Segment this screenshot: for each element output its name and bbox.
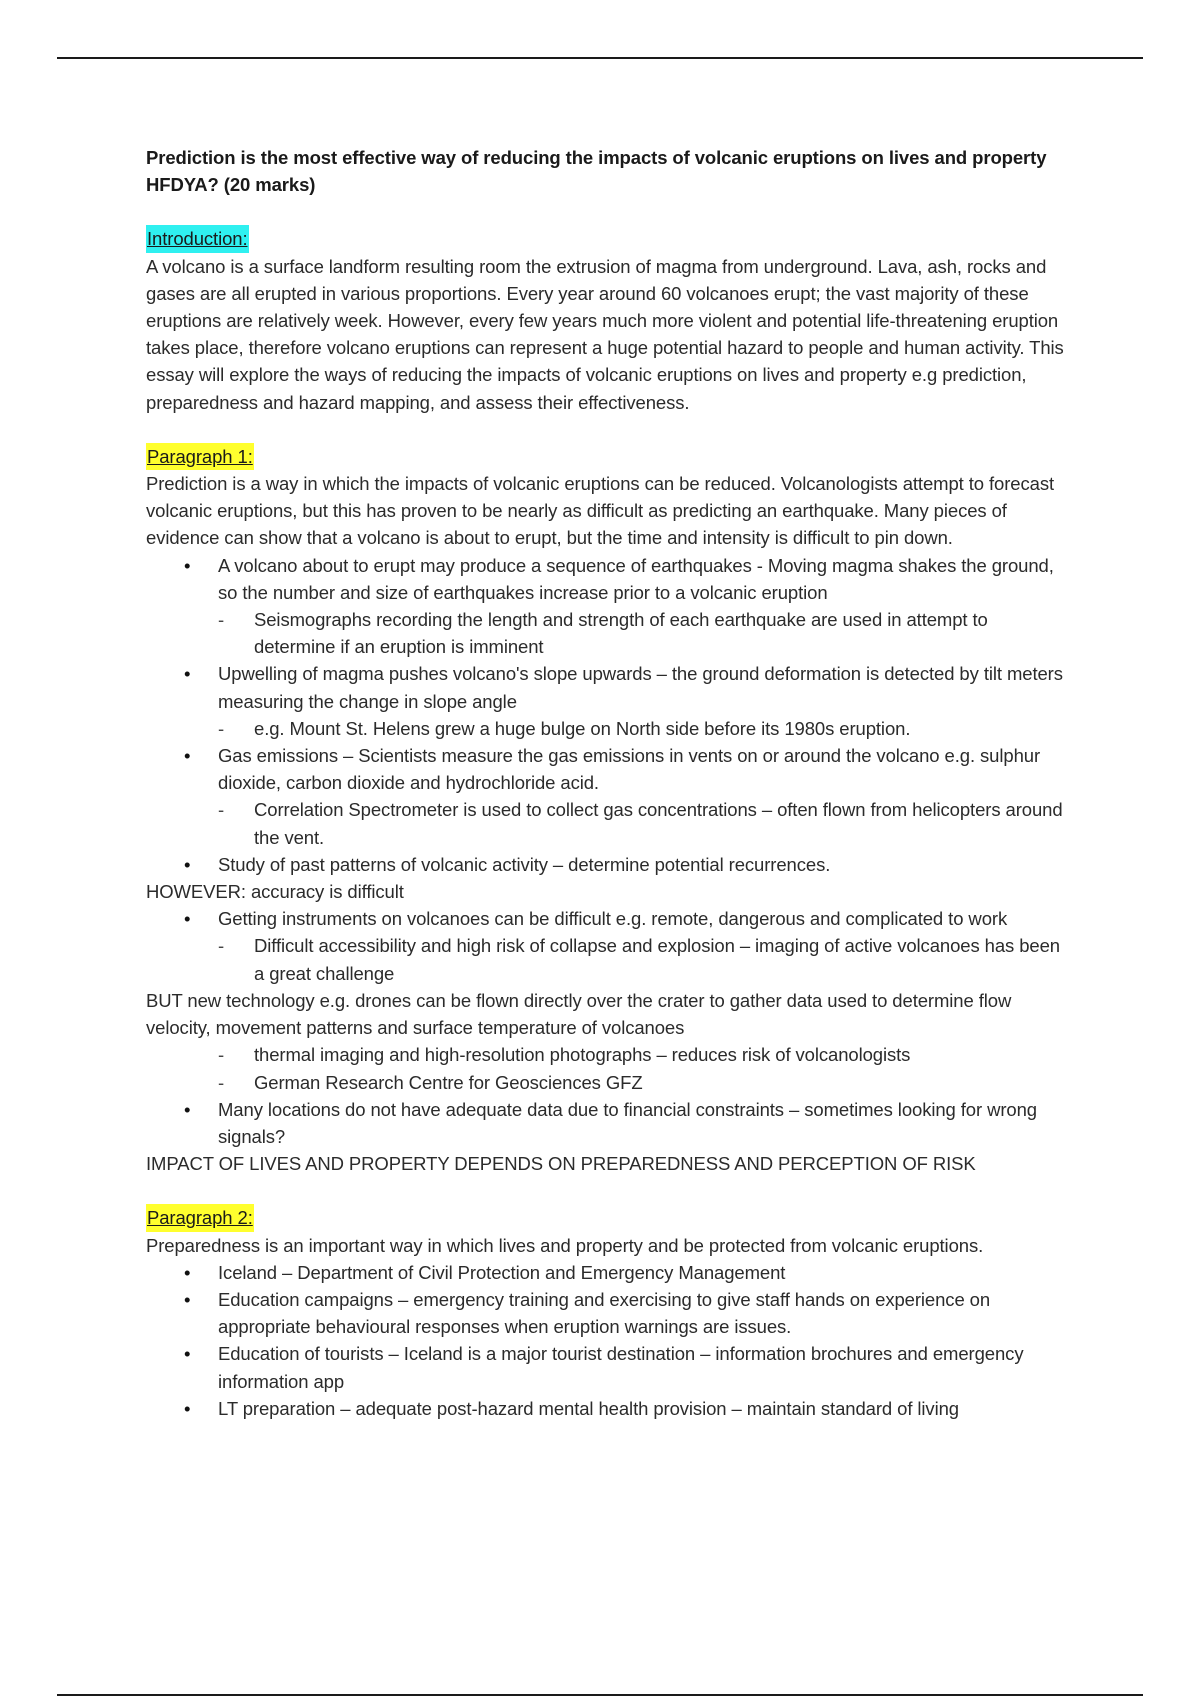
header-rule [57,57,1143,59]
paragraph-1-text: Prediction is a way in which the impacts of volcanic eruptions can be reduced. Volcanologists attempt to forecast volcanic eruptions, but this has proven to be nearly as difficult as predicting an earthquake. Many pieces of evidence can show that a volcano is about to erupt, but the time and intensity is difficult to pin down. [146,473,1055,549]
however-line: HOWEVER: accuracy is difficult [146,881,404,903]
list-item: • Gas emissions – Scientists measure the gas emissions in vents on or around the volcano e.g. sulphur dioxide, carbon dioxide and hydrochloride acid. [146,742,1066,796]
list-item: • Education of tourists – Iceland is a major tourist destination – information brochures and emergency information app [146,1340,1066,1394]
but-list [146,1041,1066,1150]
paragraph-2-heading: Paragraph 2: [146,1204,254,1231]
essay-title: Prediction is the most effective way of reducing the impacts of volcanic eruptions on lives and property HFDYA? (20 marks) [146,147,1047,196]
list-item: • LT preparation – adequate post-hazard mental health provision – maintain standard of living [146,1395,1066,1422]
list-item: • Education campaigns – emergency training and exercising to give staff hands on experience on appropriate behavioural responses when eruption warnings are issues. [146,1286,1066,1340]
list-item: • Iceland – Department of Civil Protection and Emergency Management [146,1259,1066,1286]
sub-list-item: - Correlation Spectrometer is used to collect gas concentrations – often flown from helicopters around the vent. [146,796,1066,850]
impact-line: IMPACT OF LIVES AND PROPERTY DEPENDS ON PREPAREDNESS AND PERCEPTION OF RISK [146,1153,976,1175]
however-list [146,905,1066,987]
sub-list-item: - thermal imaging and high-resolution photographs – reduces risk of volcanologists [146,1041,1066,1068]
list-item: • Upwelling of magma pushes volcano's slope upwards – the ground deformation is detected by tilt meters measuring the change in slope angle [146,660,1066,714]
document-body [146,144,1066,1422]
sub-list-item: - e.g. Mount St. Helens grew a huge bulge on North side before its 1980s eruption. [146,715,1066,742]
paragraph-1-list [146,552,1066,878]
list-item: • Getting instruments on volcanoes can be difficult e.g. remote, dangerous and complicated to work [146,905,1066,932]
paragraph-2-text: Preparedness is an important way in which lives and property and be protected from volcanic eruptions. [146,1234,984,1256]
sub-list-item: - Difficult accessibility and high risk of collapse and explosion – imaging of active volcanoes has been a great challenge [146,932,1066,986]
sub-list-item: - Seismographs recording the length and strength of each earthquake are used in attempt to determine if an eruption is imminent [146,606,1066,660]
footer-rule [57,1694,1143,1696]
list-item: • A volcano about to erupt may produce a sequence of earthquakes - Moving magma shakes the ground, so the number and size of earthquakes increase prior to a volcanic eruption [146,552,1066,606]
paragraph-2-list [146,1259,1066,1422]
list-item: • Study of past patterns of volcanic activity – determine potential recurrences. [146,851,1066,878]
introduction-heading: Introduction: [146,225,249,252]
list-item: • Many locations do not have adequate data due to financial constraints – sometimes looking for wrong signals? [146,1096,1066,1150]
paragraph-1-heading: Paragraph 1: [146,443,254,470]
introduction-text: A volcano is a surface landform resulting room the extrusion of magma from underground. Lava, ash, rocks and gases are all erupted in various proportions. Every year around 60 volcanoes erupt; the vast majority of these eruptions are relatively week. However, every few years much more violent and potential life-threatening eruption takes place, therefore volcano eruptions can represent a huge potential hazard to people and human activity. This essay will explore the ways of reducing the impacts of volcanic eruptions on lives and property e.g prediction, preparedness and hazard mapping, and assess their effectiveness. [146,255,1064,413]
sub-list-item: - German Research Centre for Geosciences GFZ [146,1069,1066,1096]
but-line: BUT new technology e.g. drones can be flown directly over the crater to gather data used to determine flow velocity, movement patterns and surface temperature of volcanoes [146,989,1012,1039]
